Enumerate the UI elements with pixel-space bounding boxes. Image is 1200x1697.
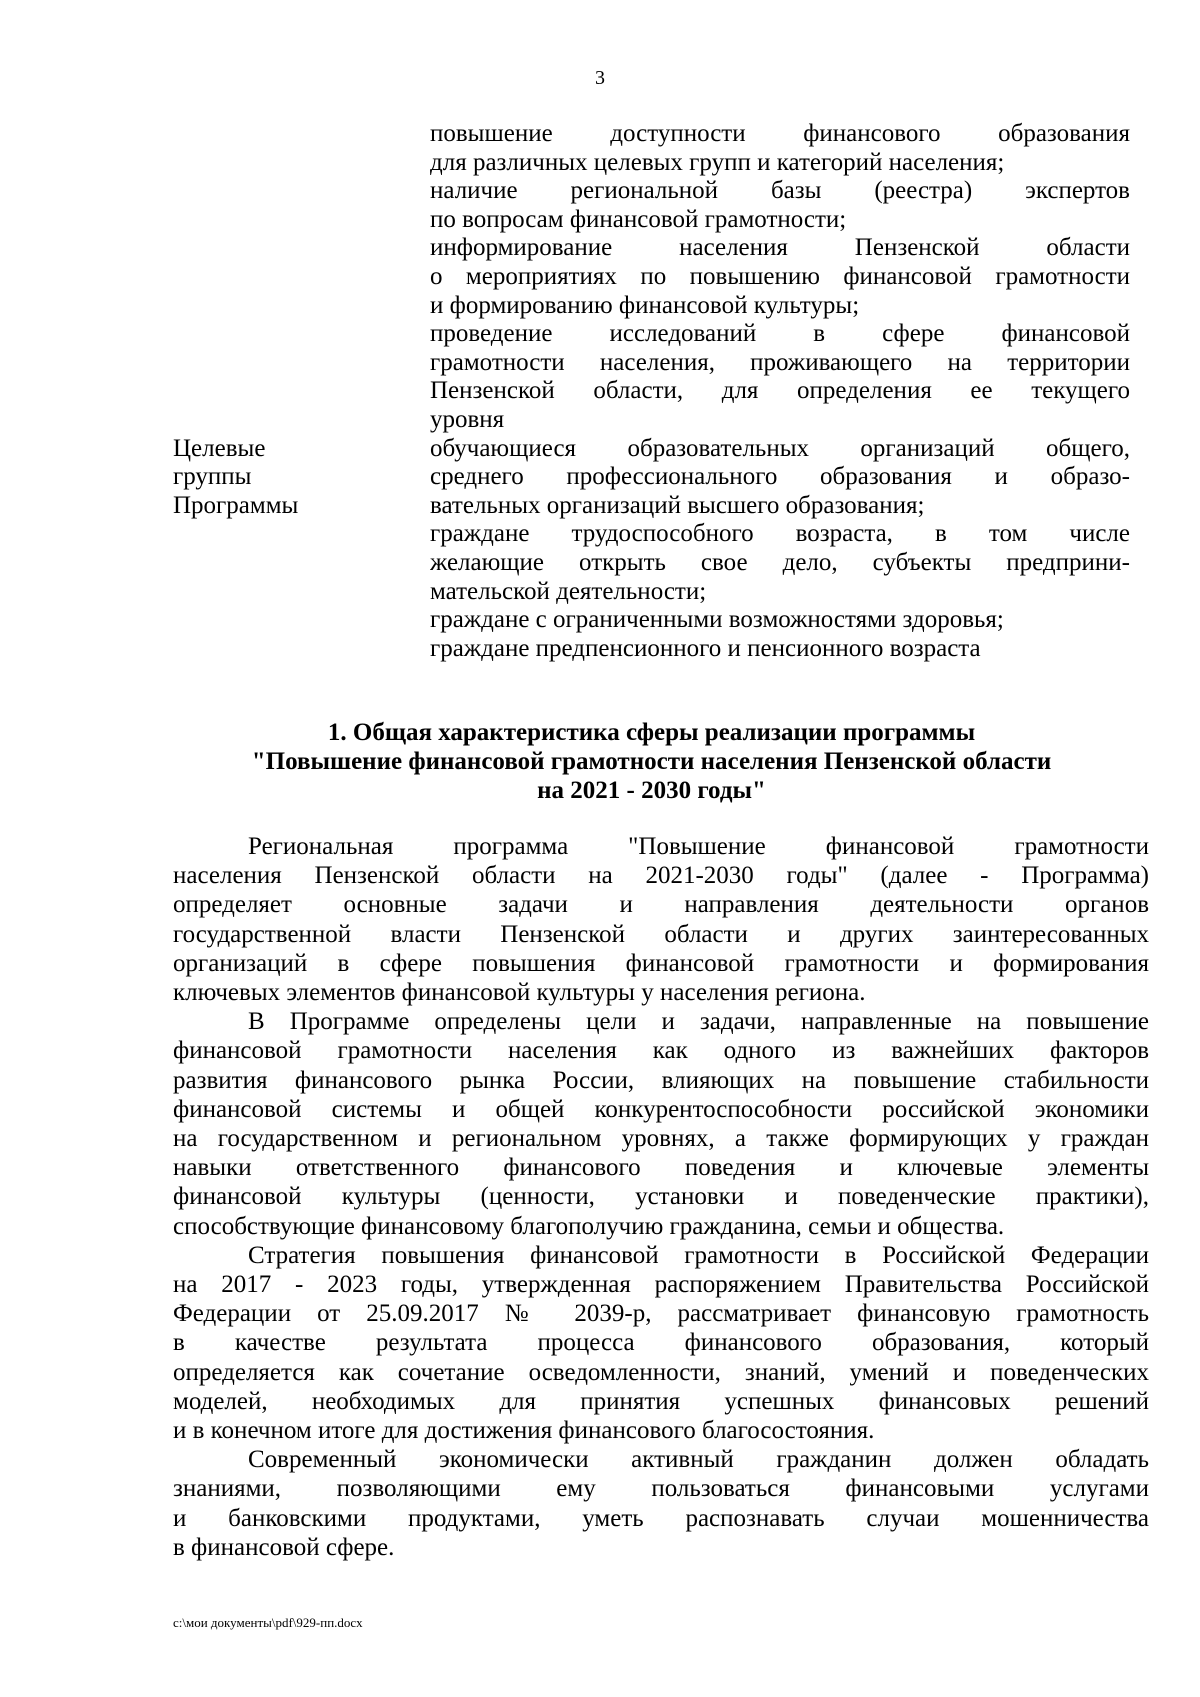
passport-line: вательных организаций высшего образования; [430, 491, 925, 519]
passport-line: обучающиеся образовательных организаций общего, [430, 434, 1130, 462]
paragraph [173, 832, 1149, 1007]
paragraph-line: в финансовой сфере. [173, 1533, 395, 1561]
section-heading-line: "Повышение финансовой грамотности населения Пензенской области [251, 748, 1052, 775]
passport-line: среднего профессионального образования и образо- [430, 463, 1130, 491]
passport-line: граждане трудоспособного возраста, в том числе [430, 520, 1130, 548]
passport-line: повышение доступности финансового образования [430, 120, 1130, 147]
passport-line: мательской деятельности; [430, 577, 707, 605]
paragraph-line: Современный экономически активный гражданин должен обладать [248, 1446, 1149, 1474]
body-text [173, 832, 1149, 1562]
paragraph-line: способствующие финансовому благополучию гражданина, семьи и общества. [173, 1212, 1005, 1240]
paragraph-line: государственной власти Пензенской области и других заинтересованных [173, 920, 1149, 948]
passport-line: информирование населения Пензенской области [430, 234, 1130, 262]
paragraph-line: на 2017 - 2023 годы, утвержденная распоряжением Правительства Российской [173, 1271, 1149, 1299]
passport-line: по вопросам финансовой грамотности; [430, 205, 847, 233]
paragraph-line: моделей, необходимых для принятия успешных финансовых решений [173, 1387, 1149, 1415]
passport-line: уровня [430, 405, 505, 433]
passport-row-results [173, 120, 1130, 435]
paragraph [173, 1241, 1149, 1445]
passport-row-label [173, 435, 430, 664]
paragraph-line: определяется как сочетание осведомленности, знаний, умений и поведенческих [173, 1358, 1149, 1386]
paragraph-line: ключевых элементов финансовой культуры у населения региона. [173, 979, 866, 1007]
section-heading [173, 718, 1130, 805]
passport-row-label [173, 120, 430, 435]
paragraph-line: навыки ответственного финансового поведения и ключевые элементы [173, 1154, 1149, 1182]
passport-line: граждане предпенсионного и пенсионного возраста [430, 634, 981, 662]
passport-row-value [430, 120, 1130, 435]
paragraph-line: в качестве результата процесса финансового образования, который [173, 1329, 1149, 1357]
paragraph-line: В Программе определены цели и задачи, направленные на повышение [248, 1008, 1149, 1036]
paragraph-line: Федерации от 25.09.2017 № 2039-р, рассматривает финансовую грамотность [173, 1300, 1149, 1328]
passport-row-target-groups [173, 435, 1130, 664]
paragraph-line: финансовой культуры (ценности, установки и поведенческие практики), [173, 1183, 1149, 1211]
paragraph-line: населения Пензенской области на 2021-2030 годы" (далее - Программа) [173, 862, 1149, 890]
passport-line: для различных целевых групп и категорий населения; [430, 148, 1005, 176]
passport-label-line: группы [173, 463, 252, 491]
paragraph-line: Стратегия повышения финансовой грамотности в Российской Федерации [248, 1241, 1149, 1269]
paragraph-line: организаций в сфере повышения финансовой грамотности и формирования [173, 949, 1149, 977]
passport-line: Пензенской области, для определения ее текущего [430, 377, 1130, 405]
paragraph [173, 1445, 1149, 1562]
paragraph-line: финансовой системы и общей конкурентоспособности российской экономики [173, 1095, 1149, 1123]
paragraph-line: Региональная программа "Повышение финансовой грамотности [248, 833, 1149, 860]
passport-line: наличие региональной базы (реестра) экспертов [430, 177, 1130, 205]
passport-line: желающие открыть свое дело, субъекты предприни- [430, 548, 1130, 576]
paragraph-line: определяет основные задачи и направления деятельности органов [173, 891, 1149, 919]
section-heading-line: 1. Общая характеристика сферы реализации программы [327, 719, 976, 746]
footer-file-path: c:\мои документы\pdf\929-пп.docx [173, 1615, 363, 1630]
paragraph-line: и банковскими продуктами, уметь распознавать случаи мошенничества [173, 1504, 1149, 1532]
paragraph-line: финансовой грамотности населения как одного из важнейших факторов [173, 1037, 1149, 1065]
passport-line: о мероприятиях по повышению финансовой грамотности [430, 262, 1130, 290]
section-heading-line: на 2021 - 2030 годы" [537, 777, 766, 804]
paragraph-line: и в конечном итоге для достижения финансового благосостояния. [173, 1417, 875, 1445]
paragraph-line: на государственном и региональном уровнях, а также формирующих у граждан [173, 1125, 1149, 1153]
passport-table [173, 120, 1130, 663]
paragraph-line: знаниями, позволяющими ему пользоваться финансовыми услугами [173, 1475, 1149, 1503]
passport-line: проведение исследований в сфере финансовой [430, 320, 1130, 348]
passport-line: граждане с ограниченными возможностями здоровья; [430, 606, 1004, 634]
paragraph [173, 1007, 1149, 1241]
paragraph-line: развития финансового рынка России, влияющих на повышение стабильности [173, 1066, 1149, 1094]
passport-line: и формированию финансовой культуры; [430, 291, 860, 319]
passport-label-line: Программы [173, 491, 299, 519]
page-number: 3 [595, 67, 605, 89]
passport-line: грамотности населения, проживающего на территории [430, 348, 1130, 376]
passport-row-value [430, 435, 1130, 664]
passport-label-line: Целевые [173, 434, 266, 462]
